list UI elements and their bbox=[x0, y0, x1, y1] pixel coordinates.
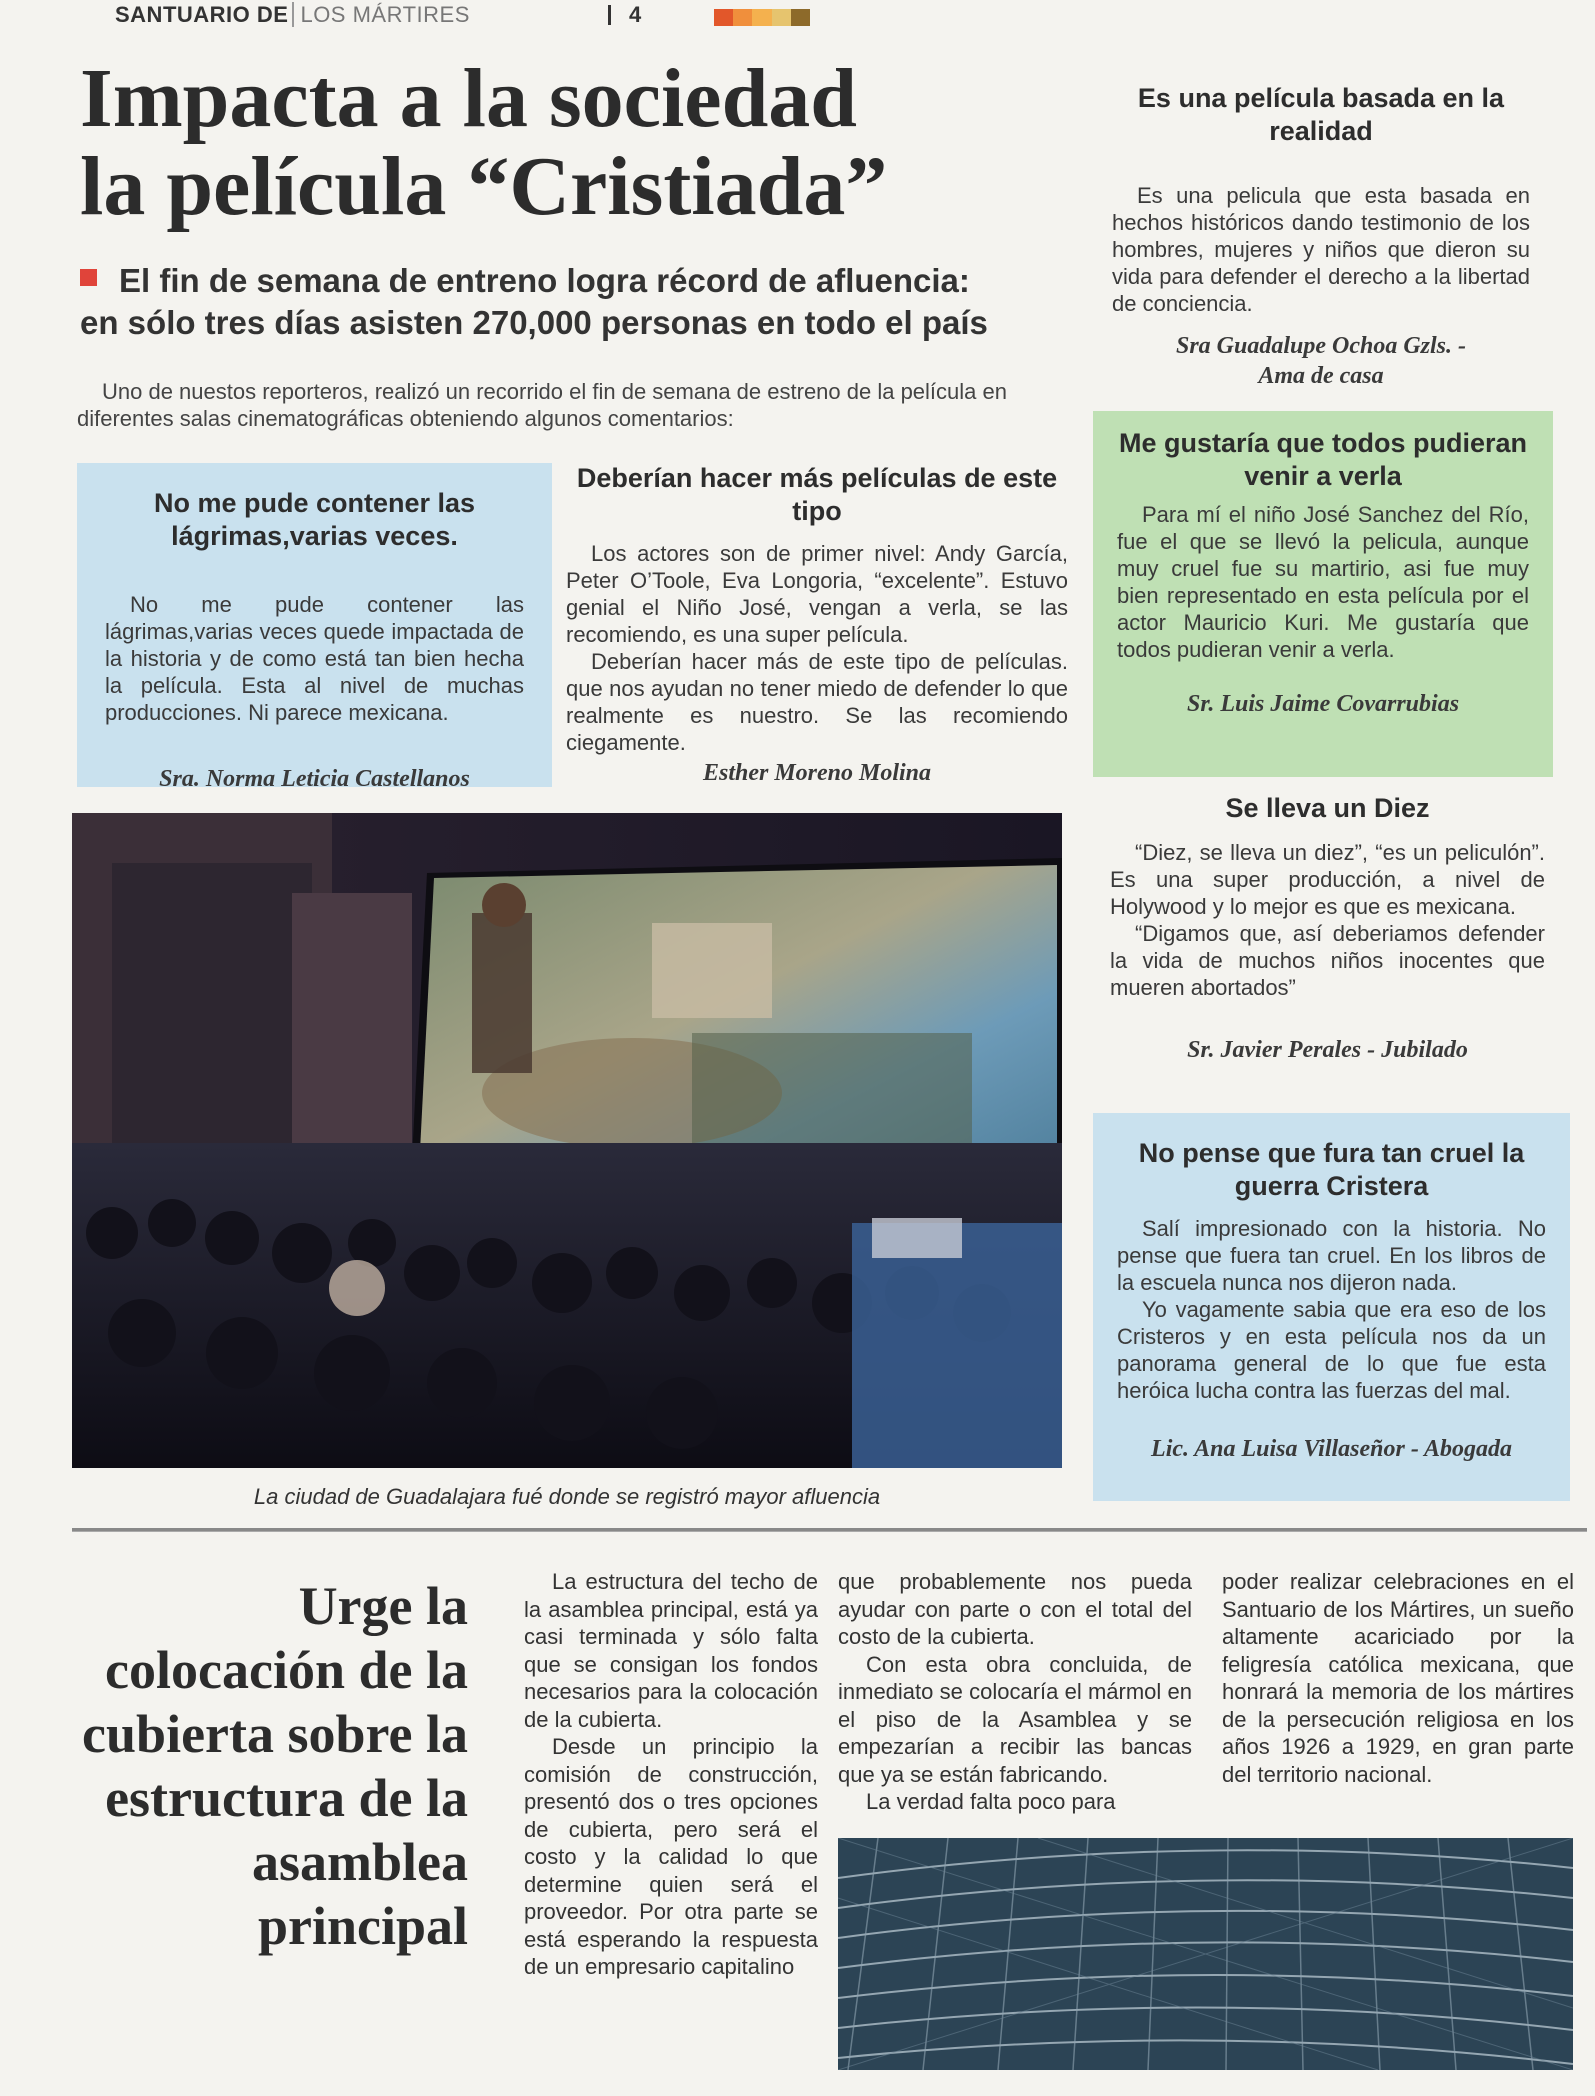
testimonial-title: Es una película basada en la realidad bbox=[1137, 83, 1505, 146]
testimonial-title: No me pude contener las lágrimas,varias veces. bbox=[153, 488, 476, 551]
main-headline bbox=[80, 52, 1040, 233]
article2-headline: Urge la colocación de la cubierta sobre la estructura de la asamblea principal bbox=[82, 1576, 468, 1956]
publication-name bbox=[115, 2, 470, 28]
testimonial-javier bbox=[1110, 792, 1545, 1065]
article2-column-3 bbox=[1222, 1568, 1574, 1788]
article2-paragraph: Con esta obra concluida, de inmediato se colocaría el mármol en el piso de la Asamblea y se empezarían a recibir las bancas que ya se están fabricando. bbox=[838, 1651, 1192, 1787]
testimonial-body-1: “Diez, se lleva un diez”, “es un peliculón”. Es una super producción, a nivel de Holywood y lo mejor es que es mexicana. bbox=[1110, 840, 1545, 919]
roof-structure-photo bbox=[838, 1838, 1573, 2070]
headline-line-1: Impacta a la sociedad bbox=[80, 52, 857, 145]
article2-paragraph: poder realizar celebraciones en el Santuario de los Mártires, un sueño altamente acariciado por la feligresía católica mexicana, que honrará la memoria de los mártires de la persecución religiosa en los años 1926 a 1929, en gran parte del territorio nacional. bbox=[1222, 1569, 1574, 1787]
page-number bbox=[608, 2, 641, 28]
testimonial-body-2: Yo vagamente sabia que era eso de los Cristeros y en esta película nos da un panorama general de lo que fue esta heróica lucha contra las fuerzas del mal. bbox=[1117, 1297, 1546, 1403]
color-swatch-bar bbox=[714, 9, 810, 26]
testimonial-body: No me pude contener las lágrimas,varias veces quede impactada de la historia y de como está tan bien hecha la película. Esta al nivel de muchas producciones. Ni parece mexicana. bbox=[105, 592, 524, 725]
testimonial-esther bbox=[566, 462, 1068, 788]
roof-structure-image bbox=[838, 1838, 1573, 2070]
testimonial-signature-name: Sra Guadalupe Ochoa Gzls. - bbox=[1175, 333, 1467, 359]
testimonial-title: Deberían hacer más películas de este tipo bbox=[576, 463, 1058, 526]
photo-caption: La ciudad de Guadalajara fué donde se registró mayor afluencia bbox=[253, 1484, 881, 1509]
swatch-1 bbox=[714, 9, 733, 26]
testimonial-body-2: Deberían hacer más de este tipo de películas. que nos ayudan no tener miedo de defender lo que realmente es nuestro. Se las recomiendo ciegamente. bbox=[566, 649, 1068, 755]
testimonial-luis bbox=[1093, 411, 1553, 777]
cinema-photo-image bbox=[72, 813, 1062, 1468]
swatch-4 bbox=[772, 9, 791, 26]
testimonial-body-1: Salí impresionado con la historia. No pense que fuera tan cruel. En los libros de la escuela nunca nos dijeron nada. bbox=[1117, 1216, 1546, 1295]
publication-subtitle: LOS MÁRTIRES bbox=[292, 2, 469, 27]
testimonial-signature: Sr. Javier Perales - Jubilado bbox=[1187, 1037, 1468, 1063]
testimonial-signature: Lic. Ana Luisa Villaseñor - Abogada bbox=[1151, 1436, 1512, 1462]
headline-deck bbox=[80, 260, 1070, 344]
testimonial-ana bbox=[1093, 1113, 1570, 1501]
testimonial-signature: Sr. Luis Jaime Covarrubias bbox=[1186, 691, 1460, 717]
article2-paragraph: La verdad falta poco para bbox=[866, 1789, 1116, 1814]
headline-line-2: la película “Cristiada” bbox=[80, 140, 888, 233]
testimonial-body-1: Los actores son de primer nivel: Andy García, Peter O’Toole, Eva Longoria, “excelente”. Estuvo genial el Niño José, vengan a verla, se las recomiendo, es una super película. bbox=[566, 541, 1068, 647]
testimonial-signature: Esther Moreno Molina bbox=[702, 760, 932, 786]
testimonial-signature-role: Ama de casa bbox=[1258, 363, 1384, 389]
testimonial-norma bbox=[77, 463, 552, 792]
section-divider bbox=[72, 1528, 1587, 1532]
page-number-value: 4 bbox=[629, 2, 642, 27]
testimonial-body-2: “Digamos que, así deberiamos defender la vida de muchos niños inocentes que mueren abortados” bbox=[1110, 921, 1545, 1000]
deck-line-1: El fin de semana de entreno logra récord de afluencia: bbox=[119, 262, 970, 299]
article2-paragraph: Desde un principio la comisión de construcción, presentó dos o tres opciones de cubierta, pero será el costo y la calidad lo que determine quien será el proveedor. Por otra parte se está esperando la respuesta de un empresario capitalino bbox=[524, 1734, 818, 1979]
publication-title: SANTUARIO DE bbox=[115, 2, 289, 27]
intro-paragraph: Uno de nuestos reporteros, realizó un recorrido el fin de semana de estreno de la película en diferentes salas cinematográficas obteniendo algunos comentarios: bbox=[77, 379, 1007, 431]
article2-column-2 bbox=[838, 1568, 1192, 1816]
swatch-2 bbox=[733, 9, 752, 26]
cinema-photo bbox=[72, 813, 1062, 1468]
testimonial-guadalupe bbox=[1112, 82, 1530, 391]
deck-line-2: en sólo tres días asisten 270,000 personas en todo el país bbox=[80, 304, 988, 341]
testimonial-signature: Sra. Norma Leticia Castellanos bbox=[159, 766, 470, 792]
article2-paragraph: La estructura del techo de la asamblea principal, está ya casi terminada y sólo falta que se consigan los fondos necesarios para la colocación de la cubierta. bbox=[524, 1569, 818, 1732]
swatch-3 bbox=[752, 9, 771, 26]
testimonial-body: Es una pelicula que esta basada en hechos históricos dando testimonio de los hombres, mujeres y niños que dieron su vida para defender el derecho a la libertad de conciencia. bbox=[1112, 183, 1530, 316]
testimonial-title: Se lleva un Diez bbox=[1225, 793, 1430, 823]
testimonial-body: Para mí el niño José Sanchez del Río, fue el que se llevó la pelicula, aunque muy cruel fue su martirio, asi fue muy bien representado en esta película por el actor Mauricio Kuri. Me gustaría que todos pudieran venir a verla. bbox=[1117, 502, 1529, 662]
article2-column-1 bbox=[524, 1568, 818, 1981]
bullet-square-icon bbox=[80, 269, 97, 286]
swatch-5 bbox=[791, 9, 810, 26]
testimonial-title: No pense que fura tan cruel la guerra Cristera bbox=[1138, 1138, 1525, 1201]
article2-paragraph: que probablemente nos pueda ayudar con parte o con el total del costo de la cubierta. bbox=[838, 1569, 1192, 1649]
testimonial-title: Me gustaría que todos pudieran venir a verla bbox=[1118, 428, 1528, 491]
